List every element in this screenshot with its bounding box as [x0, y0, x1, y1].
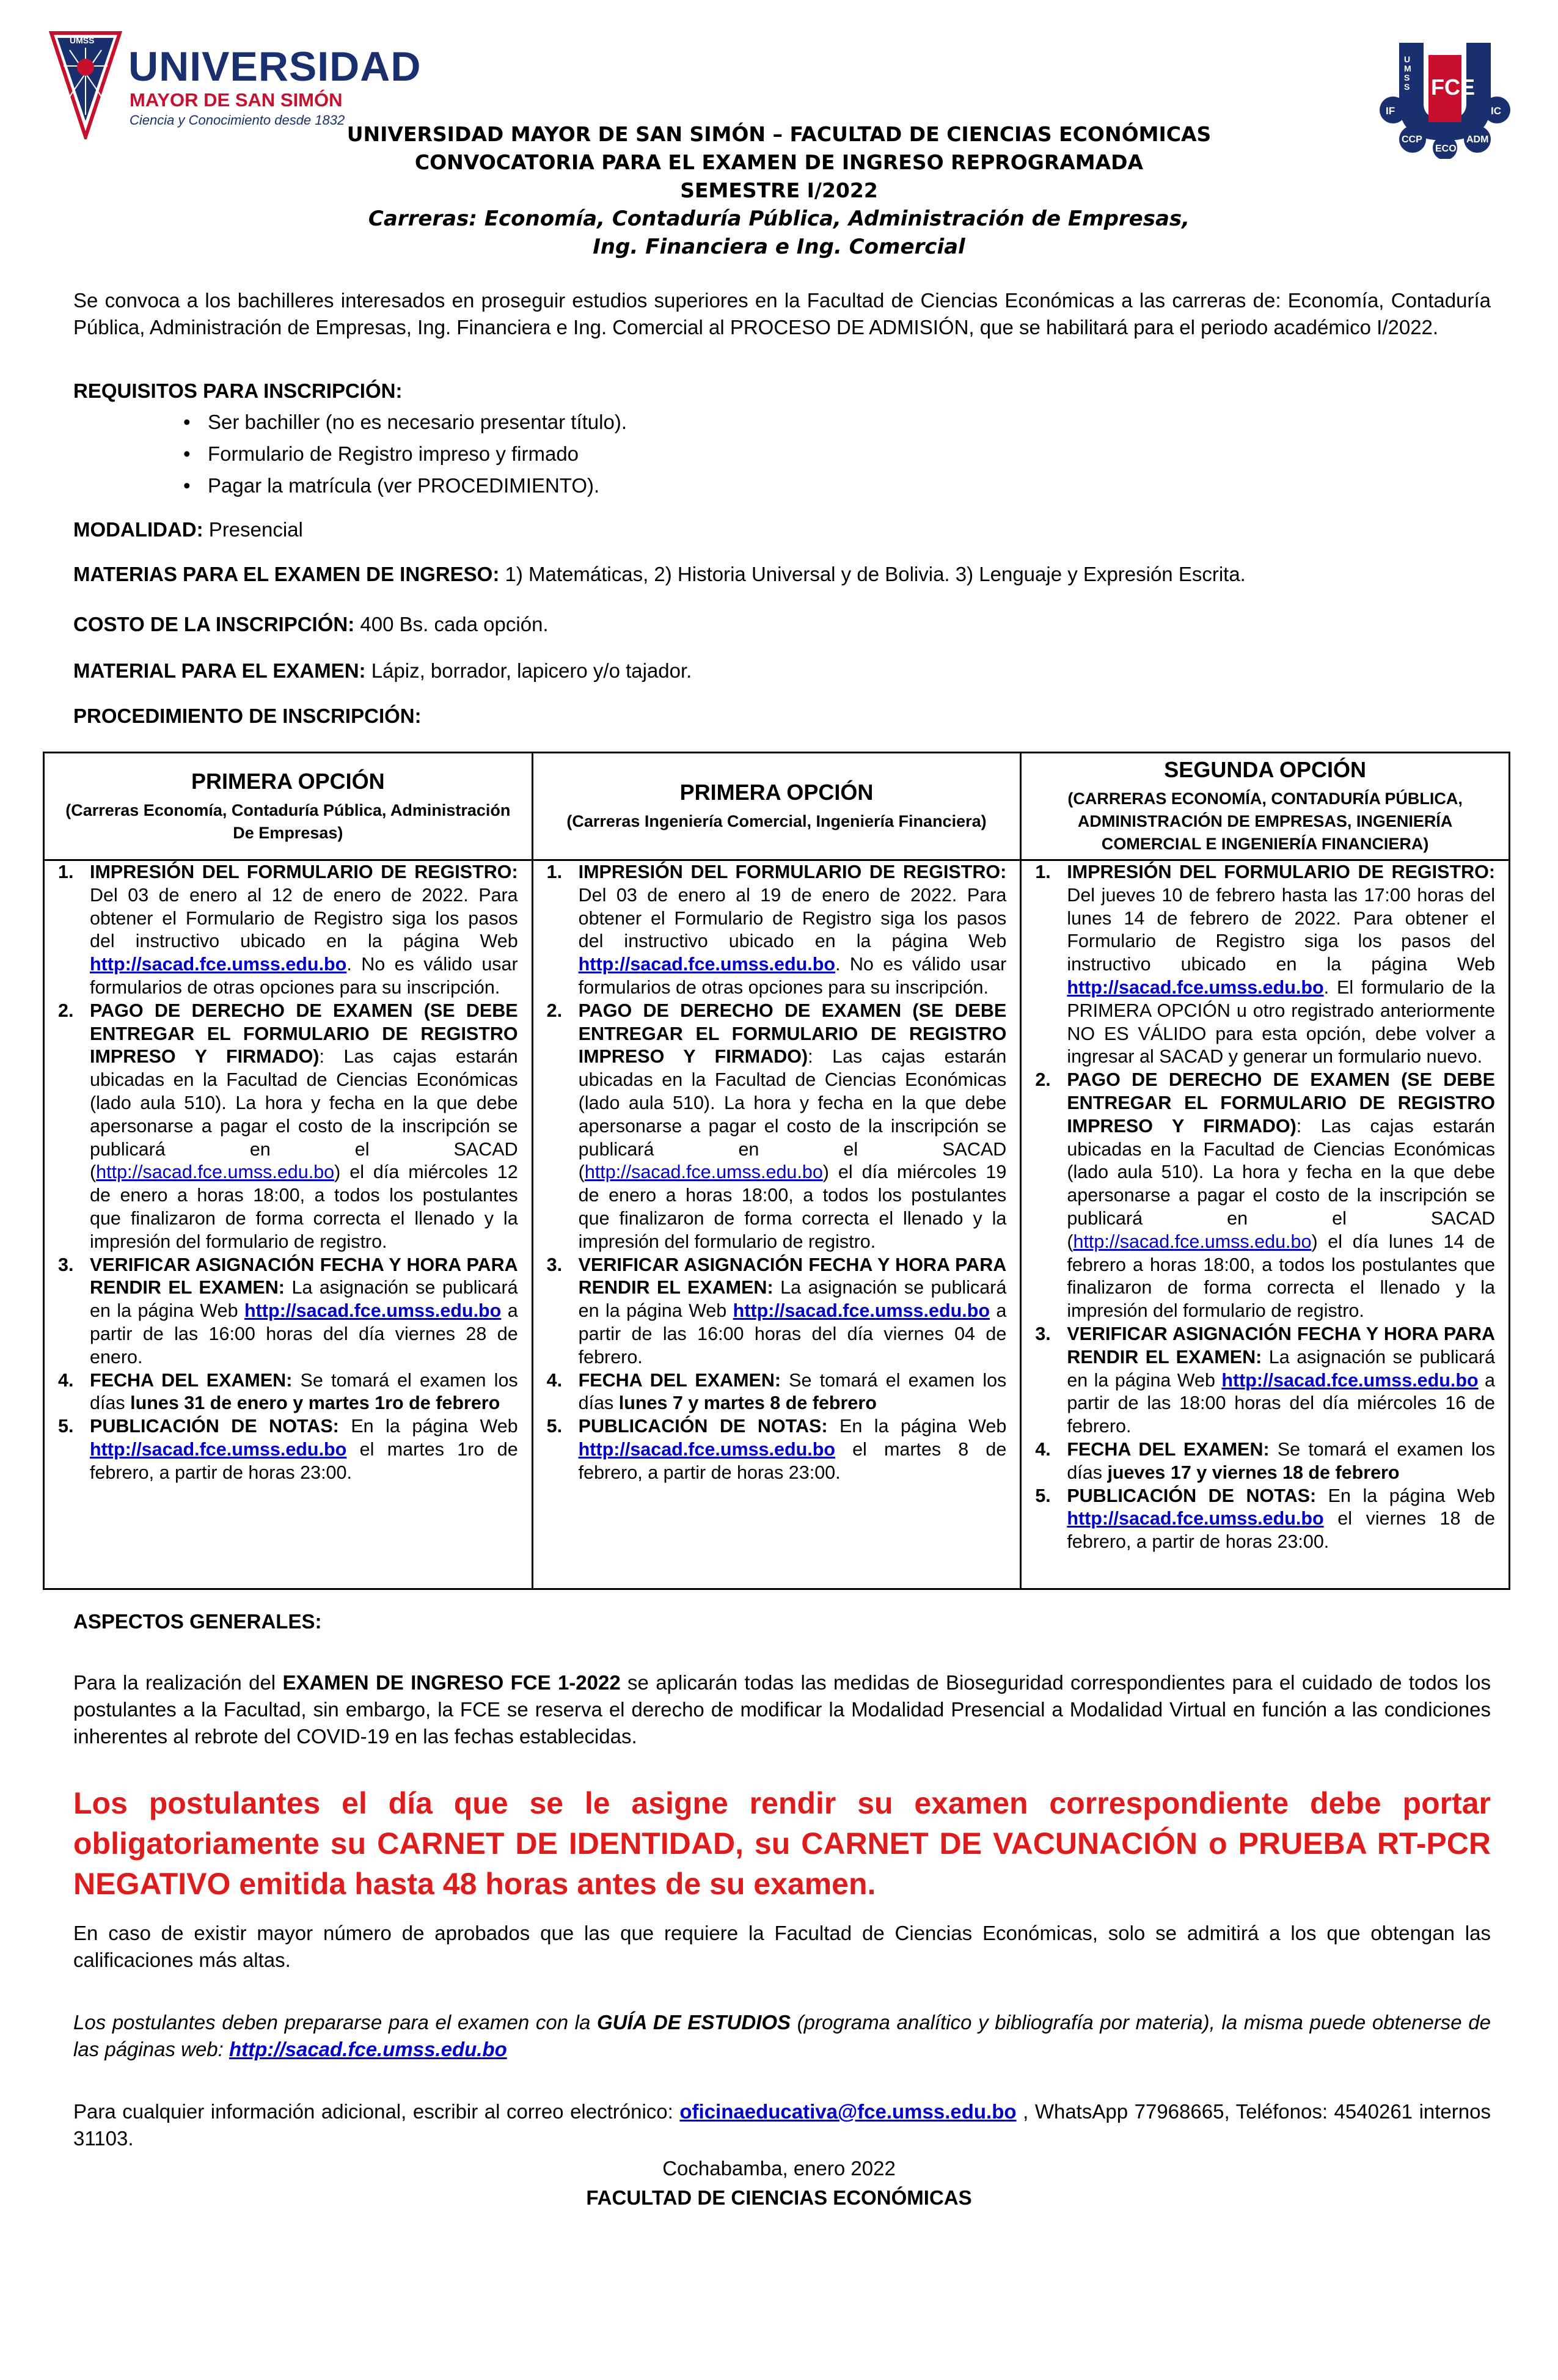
step-item [547, 1254, 1007, 1369]
step-text: Del 03 de enero al 12 de enero de 2022. Para obtener el Formulario de Registro siga los pasos del instructivo ubicado en la página Web [90, 884, 518, 952]
step-number: 4. [546, 1369, 563, 1391]
col-cell-3 [1021, 860, 1510, 1589]
step-number: 3. [58, 1254, 74, 1275]
fce-tag-adm: ADM [1466, 134, 1489, 145]
step-text: a partir de las 16:00 horas del día viernes 28 de enero. [90, 1300, 518, 1368]
step-text: Se tomará el examen los días [90, 1369, 518, 1414]
step-text: el martes 8 de febrero, a partir de horas 23:00. [578, 1438, 1007, 1483]
procedimiento-label: PROCEDIMIENTO DE INSCRIPCIÓN: [73, 705, 422, 727]
p3-text: (programa analítico y bibliografía por materia), la misma puede obtenerse de las páginas web: [73, 2011, 1491, 2060]
step-text: La asignación se publicará en la página Web [578, 1277, 1007, 1322]
costo-label: COSTO DE LA INSCRIPCIÓN: [73, 613, 355, 635]
step-text: La asignación se publicará en la página Web [90, 1277, 518, 1322]
step-label: FECHA DEL EXAMEN: [90, 1369, 293, 1391]
step-item [547, 1415, 1007, 1484]
modalidad-line [73, 516, 1491, 543]
materias-line [73, 561, 1491, 588]
step-text: ) el día miércoles 12 de enero a horas 18:00, a todos los postulantes que finalizaron de forma correcta el llenado y la impresión del formulario de registro. [90, 1162, 518, 1252]
step-label: VERIFICAR ASIGNACIÓN FECHA Y HORA PARA RENDIR EL EXAMEN: [578, 1254, 1007, 1298]
col-title: PRIMERA OPCIÓN [679, 780, 874, 805]
material-line [73, 657, 1491, 684]
header-line-5: Ing. Financiera e Ing. Comercial [593, 235, 965, 259]
table-row [44, 860, 1510, 1589]
procedure-table [43, 752, 1510, 1590]
step-text: el martes 1ro de febrero, a partir de horas 23:00. [90, 1438, 518, 1483]
step-text: el viernes 18 de febrero, a partir de horas 23:00. [1067, 1508, 1495, 1553]
step-item [58, 1415, 518, 1484]
step-number: 5. [546, 1416, 563, 1437]
aspectos-label: ASPECTOS GENERALES: [73, 1610, 322, 1633]
sacad-link[interactable]: http://sacad.fce.umss.edu.bo [1073, 1231, 1312, 1252]
step-label: PUBLICACIÓN DE NOTAS: [578, 1416, 828, 1437]
sacad-link[interactable]: http://sacad.fce.umss.edu.bo [733, 1300, 990, 1322]
id-requirement-notice: Los postulantes el día que se le asigne rendir su examen correspondiente debe portar obligatoriamente su CARNET DE IDENTIDAD, su CARNET DE VACUNACIÓN o PRUEBA RT-PCR NEGATIVO emitida hasta 48 horas antes de su examen. [73, 1786, 1491, 1901]
fce-tag-ccp: CCP [1402, 134, 1422, 145]
step-text: : Las cajas estarán ubicadas en la Facultad de Ciencias Económicas (lado aula 510). La hora y fecha en la que debe apersonarse a pagar el costo de la inscripción se publicará en el SACAD ( [578, 1046, 1007, 1183]
step-item [58, 1369, 518, 1416]
step-text: : Las cajas estarán ubicadas en la Facultad de Ciencias Económicas (lado aula 510). La hora y fecha en la que debe apersonarse a pagar el costo de la inscripción se publicará en el SACAD ( [1067, 1115, 1495, 1252]
step-label: PAGO DE DERECHO DE EXAMEN (SE DEBE ENTREGAR EL FORMULARIO DE REGISTRO IMPRESO Y FIRMADO) [90, 1000, 518, 1067]
step-label: PAGO DE DERECHO DE EXAMEN (SE DEBE ENTREGAR EL FORMULARIO DE REGISTRO IMPRESO Y FIRMADO) [578, 1000, 1007, 1067]
logo-university-name: MAYOR DE SAN SIMÓN [130, 89, 343, 111]
intro-paragraph: Se convoca a los bachilleres interesados en proseguir estudios superiores en la Facultad de Ciencias Económicas a las carreras de: Economía, Contaduría Pública, Administración de Empresas, Ing. Financiera e Ing. Comercial al PROCESO DE ADMISIÓN, que se habilitará para el periodo académico I/2022. [73, 289, 1491, 339]
table-header-row [44, 753, 1510, 860]
materias-value: 1) Matemáticas, 2) Historia Universal y de Bolivia. 3) Lenguaje y Expresión Escrita. [499, 563, 1246, 585]
list-item: • Ser bachiller (no es necesario presentar título). [208, 406, 627, 438]
step-text: a partir de las 16:00 horas del día viernes 04 de febrero. [578, 1300, 1007, 1368]
step-item [547, 861, 1007, 1000]
col-title: PRIMERA OPCIÓN [191, 768, 385, 794]
col-subtitle: (Carreras Economía, Contaduría Pública, Administración De Empresas) [65, 800, 511, 842]
step-item [1035, 1485, 1495, 1554]
p1-text: se aplicarán todas las medidas de Bioseguridad correspondientes para el cuidado de todos los postulantes a la Facultad, sin embargo, la FCE se reserva el derecho de modificar la Modalidad Presencial a Modalidad Virtual en función a las condiciones inherentes al rebrote del COVID-19 en las fechas establecidas. [73, 1671, 1491, 1748]
step-item [547, 1369, 1007, 1416]
p3-text: Los postulantes deben prepararse para el examen con la [73, 2011, 597, 2034]
header-line-4: Carreras: Economía, Contaduría Pública, Administración de Empresas, [368, 207, 1190, 231]
step-number: 1. [546, 862, 563, 882]
p1-text: Para la realización del [73, 1671, 283, 1694]
logo-university: UNIVERSIDAD [128, 43, 422, 90]
guia-link[interactable]: http://sacad.fce.umss.edu.bo [229, 2038, 507, 2060]
step-label: IMPRESIÓN DEL FORMULARIO DE REGISTRO: [578, 862, 1007, 882]
aspectos-paragraph-3 [73, 2009, 1491, 2063]
step-text: Se tomará el examen los días [578, 1369, 1007, 1414]
col-title: SEGUNDA OPCIÓN [1164, 757, 1366, 782]
p4-text: Para cualquier información adicional, escribir al correo electrónico: [73, 2100, 680, 2123]
step-number: 5. [1035, 1485, 1051, 1506]
fce-tag-if: IF [1386, 105, 1395, 117]
step-number: 3. [546, 1254, 563, 1275]
logo-tagline: Ciencia y Conocimiento desde 1832 [130, 112, 345, 128]
exam-dates: lunes 7 y martes 8 de febrero [618, 1393, 877, 1414]
p3-bold: GUÍA DE ESTUDIOS [597, 2011, 791, 2034]
header-line-1: UNIVERSIDAD MAYOR DE SAN SIMÓN – FACULTAD DE CIENCIAS ECONÓMICAS [346, 122, 1212, 146]
requisitos-list [208, 406, 627, 502]
col-subtitle: (Carreras Ingeniería Comercial, Ingeniería Financiera) [566, 812, 987, 830]
fce-side-label: UMSS [1404, 54, 1411, 92]
step-number: 2. [546, 1000, 563, 1021]
step-item [547, 1000, 1007, 1254]
col-cell-2 [532, 860, 1021, 1589]
step-label: FECHA DEL EXAMEN: [578, 1369, 781, 1391]
umss-badge: UMSS [70, 35, 95, 45]
step-text: Del 03 de enero al 19 de enero de 2022. Para obtener el Formulario de Registro siga los pasos del instructivo ubicado en la página Web [578, 884, 1007, 952]
procedimiento-line [73, 703, 1491, 730]
step-label: VERIFICAR ASIGNACIÓN FECHA Y HORA PARA RENDIR EL EXAMEN: [90, 1254, 518, 1298]
fce-tag-ic: IC [1491, 105, 1501, 117]
col-header-2 [532, 753, 1021, 860]
fce-label: FCE [1431, 75, 1475, 100]
step-item [1035, 861, 1495, 1069]
step-number: 5. [58, 1416, 74, 1437]
list-item: • Pagar la matrícula (ver PROCEDIMIENTO). [208, 470, 627, 502]
sacad-link[interactable]: http://sacad.fce.umss.edu.bo [578, 954, 835, 975]
step-label: VERIFICAR ASIGNACIÓN FECHA Y HORA PARA RENDIR EL EXAMEN: [1067, 1323, 1495, 1368]
step-text: La asignación se publicará en la página Web [1067, 1346, 1495, 1391]
sacad-link[interactable]: http://sacad.fce.umss.edu.bo [96, 1162, 335, 1183]
step-text: En la página Web [1316, 1485, 1495, 1506]
exam-dates: jueves 17 y viernes 18 de febrero [1107, 1462, 1400, 1483]
materias-label: MATERIAS PARA EL EXAMEN DE INGRESO: [73, 563, 500, 585]
steps-list [58, 861, 518, 1485]
step-text: Se tomará el examen los días [1067, 1438, 1495, 1483]
step-number: 4. [1035, 1438, 1051, 1460]
sacad-link[interactable]: http://sacad.fce.umss.edu.bo [1067, 1508, 1324, 1529]
sacad-link[interactable]: http://sacad.fce.umss.edu.bo [578, 1438, 835, 1460]
sacad-link[interactable]: http://sacad.fce.umss.edu.bo [244, 1300, 502, 1322]
aspectos-line [73, 1608, 1491, 1635]
email-link[interactable]: oficinaeducativa@fce.umss.edu.bo [679, 2100, 1017, 2123]
sacad-link[interactable]: http://sacad.fce.umss.edu.bo [90, 954, 347, 975]
step-text: a partir de las 18:00 horas del día miércoles 16 de febrero. [1067, 1369, 1496, 1437]
step-label: IMPRESIÓN DEL FORMULARIO DE REGISTRO: [90, 862, 518, 882]
step-text: . El formulario de la PRIMERA OPCIÓN u otro registrado anteriormente NO ES VÁLIDO para esta opción, debe volver a ingresar al SACAD y generar un formulario nuevo. [1067, 976, 1495, 1067]
aspectos-paragraph-2: En caso de existir mayor número de aprobados que las que requiere la Facultad de Ciencias Económicas, solo se admitirá a los que obtengan las calificaciones más altas. [73, 1922, 1491, 1971]
sacad-link[interactable]: http://sacad.fce.umss.edu.bo [90, 1438, 347, 1460]
footer-place-date: Cochabamba, enero 2022 [662, 2157, 896, 2180]
step-item [1035, 1323, 1495, 1438]
costo-line [73, 611, 1491, 638]
step-text: . No es válido usar formularios de otras opciones para su inscripción. [90, 954, 518, 998]
fce-tag-eco: ECO [1435, 144, 1457, 154]
modalidad-value: Presencial [203, 518, 303, 541]
step-text: ) el día miércoles 19 de enero a horas 18:00, a todos los postulantes que finalizaron de forma correcta el llenado y la impresión del formulario de registro. [578, 1162, 1007, 1252]
step-item [58, 861, 518, 1000]
step-number: 1. [58, 862, 74, 882]
col-header-1 [44, 753, 533, 860]
exam-dates: lunes 31 de enero y martes 1ro de febrero [130, 1393, 500, 1414]
material-value: Lápiz, borrador, lapicero y/o tajador. [365, 659, 692, 682]
step-number: 3. [1035, 1323, 1051, 1344]
header-line-2: CONVOCATORIA PARA EL EXAMEN DE INGRESO REPROGRAMADA [414, 150, 1144, 174]
step-label: FECHA DEL EXAMEN: [1067, 1438, 1270, 1460]
p4-text: , WhatsApp 77968665, Teléfonos: 4540261 internos 31103. [73, 2100, 1491, 2150]
requisitos-heading: REQUISITOS PARA INSCRIPCIÓN: [73, 379, 403, 402]
step-text: En la página Web [827, 1416, 1007, 1437]
step-number: 4. [58, 1369, 74, 1391]
sacad-link[interactable]: http://sacad.fce.umss.edu.bo [1221, 1369, 1479, 1391]
requisitos-label [73, 378, 1491, 405]
step-number: 2. [58, 1000, 74, 1021]
steps-list [1035, 861, 1495, 1554]
step-item [58, 1254, 518, 1369]
list-item: • Formulario de Registro impreso y firmado [208, 438, 627, 470]
aspectos-paragraph-4 [73, 2098, 1491, 2152]
col-header-3 [1021, 753, 1510, 860]
material-label: MATERIAL PARA EL EXAMEN: [73, 659, 366, 682]
header-line-3: SEMESTRE I/2022 [680, 178, 878, 202]
col-cell-1 [44, 860, 533, 1589]
footer-organization: FACULTAD DE CIENCIAS ECONÓMICAS [586, 2186, 972, 2209]
steps-list [547, 861, 1007, 1485]
col-subtitle: (CARRERAS ECONOMÍA, CONTADURÍA PÚBLICA, ADMINISTRACIÓN DE EMPRESAS, INGENIERÍA COMERCIAL E INGENIERÍA FINANCIERA) [1067, 789, 1463, 853]
step-item [1035, 1069, 1495, 1323]
step-number: 2. [1035, 1069, 1051, 1091]
costo-value: 400 Bs. cada opción. [354, 613, 549, 635]
step-number: 1. [1035, 862, 1051, 882]
step-text: En la página Web [338, 1416, 518, 1437]
step-text: : Las cajas estarán ubicadas en la Facultad de Ciencias Económicas (lado aula 510). La hora y fecha en la que debe apersonarse a pagar el costo de la inscripción se publicará en el SACAD ( [90, 1046, 518, 1183]
sacad-link[interactable]: http://sacad.fce.umss.edu.bo [1067, 976, 1324, 998]
step-item [58, 1000, 518, 1254]
step-label: PUBLICACIÓN DE NOTAS: [1067, 1485, 1317, 1506]
step-text: . No es válido usar formularios de otras opciones para su inscripción. [578, 954, 1007, 998]
sacad-link[interactable]: http://sacad.fce.umss.edu.bo [584, 1162, 823, 1183]
step-label: IMPRESIÓN DEL FORMULARIO DE REGISTRO: [1067, 862, 1495, 882]
aspectos-paragraph-1 [73, 1669, 1491, 1750]
step-label: PUBLICACIÓN DE NOTAS: [90, 1416, 339, 1437]
step-label: PAGO DE DERECHO DE EXAMEN (SE DEBE ENTREGAR EL FORMULARIO DE REGISTRO IMPRESO Y FIRMADO) [1067, 1069, 1495, 1137]
p1-bold: EXAMEN DE INGRESO FCE 1-2022 [282, 1671, 621, 1694]
step-text: ) el día lunes 14 de febrero a horas 18:00, a todos los postulantes que finalizaron de forma correcta el llenado y la impresión del formulario de registro. [1067, 1231, 1495, 1322]
step-text: Del jueves 10 de febrero hasta las 17:00 horas del lunes 14 de febrero de 2022. Para obtener el Formulario de Registro siga los pasos del instructivo ubicado en la página Web [1067, 884, 1495, 975]
modalidad-label: MODALIDAD: [73, 518, 203, 541]
step-item [1035, 1438, 1495, 1485]
